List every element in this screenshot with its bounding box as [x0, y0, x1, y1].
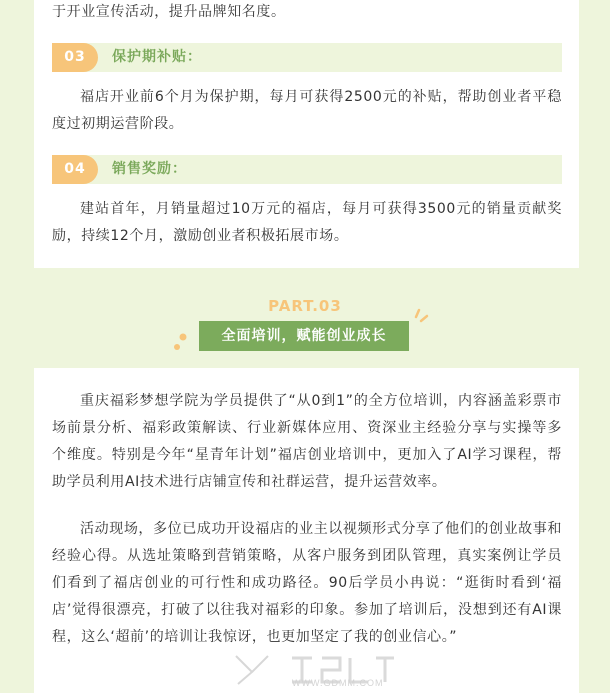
section-body-04: 建站首年，月销量超过10万元的福店，每月可获得3500元的销量贡献奖励，持续12个月，激励创业者积极拓展市场。	[52, 201, 562, 244]
watermark-url: WWW.GDMM.COM	[292, 678, 384, 688]
decor-dot-icon	[180, 334, 187, 341]
intro-tail-text: 于开业宣传活动，提升品牌知名度。	[52, 4, 286, 20]
section-number-badge: 03	[52, 43, 98, 72]
decor-ray-icon	[421, 316, 427, 321]
training-paragraph-2: 活动现场，多位已成功开设福店的业主以视频形式分享了他们的创业故事和经验心得。从选址策略到营销策略，从客户服务到团队管理，真实案例让学员们看到了福店创业的可行性和成功路径。90后学员小冉说：“逛街时看到‘福店’觉得很漂亮，打破了以往我对福彩的印象。参加了培训后，没想到还有AI课程，这么‘超前’的培训让我惊讶，也更加坚定了我的创业信心。”	[52, 521, 562, 645]
part-title-banner: 全面培训，赋能创业成长	[199, 321, 409, 351]
section-number-badge: 04	[52, 155, 98, 184]
section-title: 保护期补贴：	[112, 49, 202, 65]
section-header-03	[52, 43, 562, 72]
section-title: 销售奖励：	[112, 161, 187, 177]
part-label: PART.03	[268, 297, 342, 315]
training-paragraph-1: 重庆福彩梦想学院为学员提供了“从0到1”的全方位培训，内容涵盖彩票市场前景分析、福彩政策解读、行业新媒体应用、资深业主经验分享与实操等多个维度。特别是今年“星青年计划”福店创业培训中，更加入了AI学习课程，帮助学员利用AI技术进行店铺宣传和社群运营，提升运营效率。	[52, 393, 562, 490]
section-body-03: 福店开业前6个月为保护期，每月可获得2500元的补贴，帮助创业者平稳度过初期运营阶段。	[52, 89, 562, 132]
decor-dot-icon	[174, 344, 180, 350]
watermark-logo	[230, 648, 430, 690]
section-header-04	[52, 155, 562, 184]
